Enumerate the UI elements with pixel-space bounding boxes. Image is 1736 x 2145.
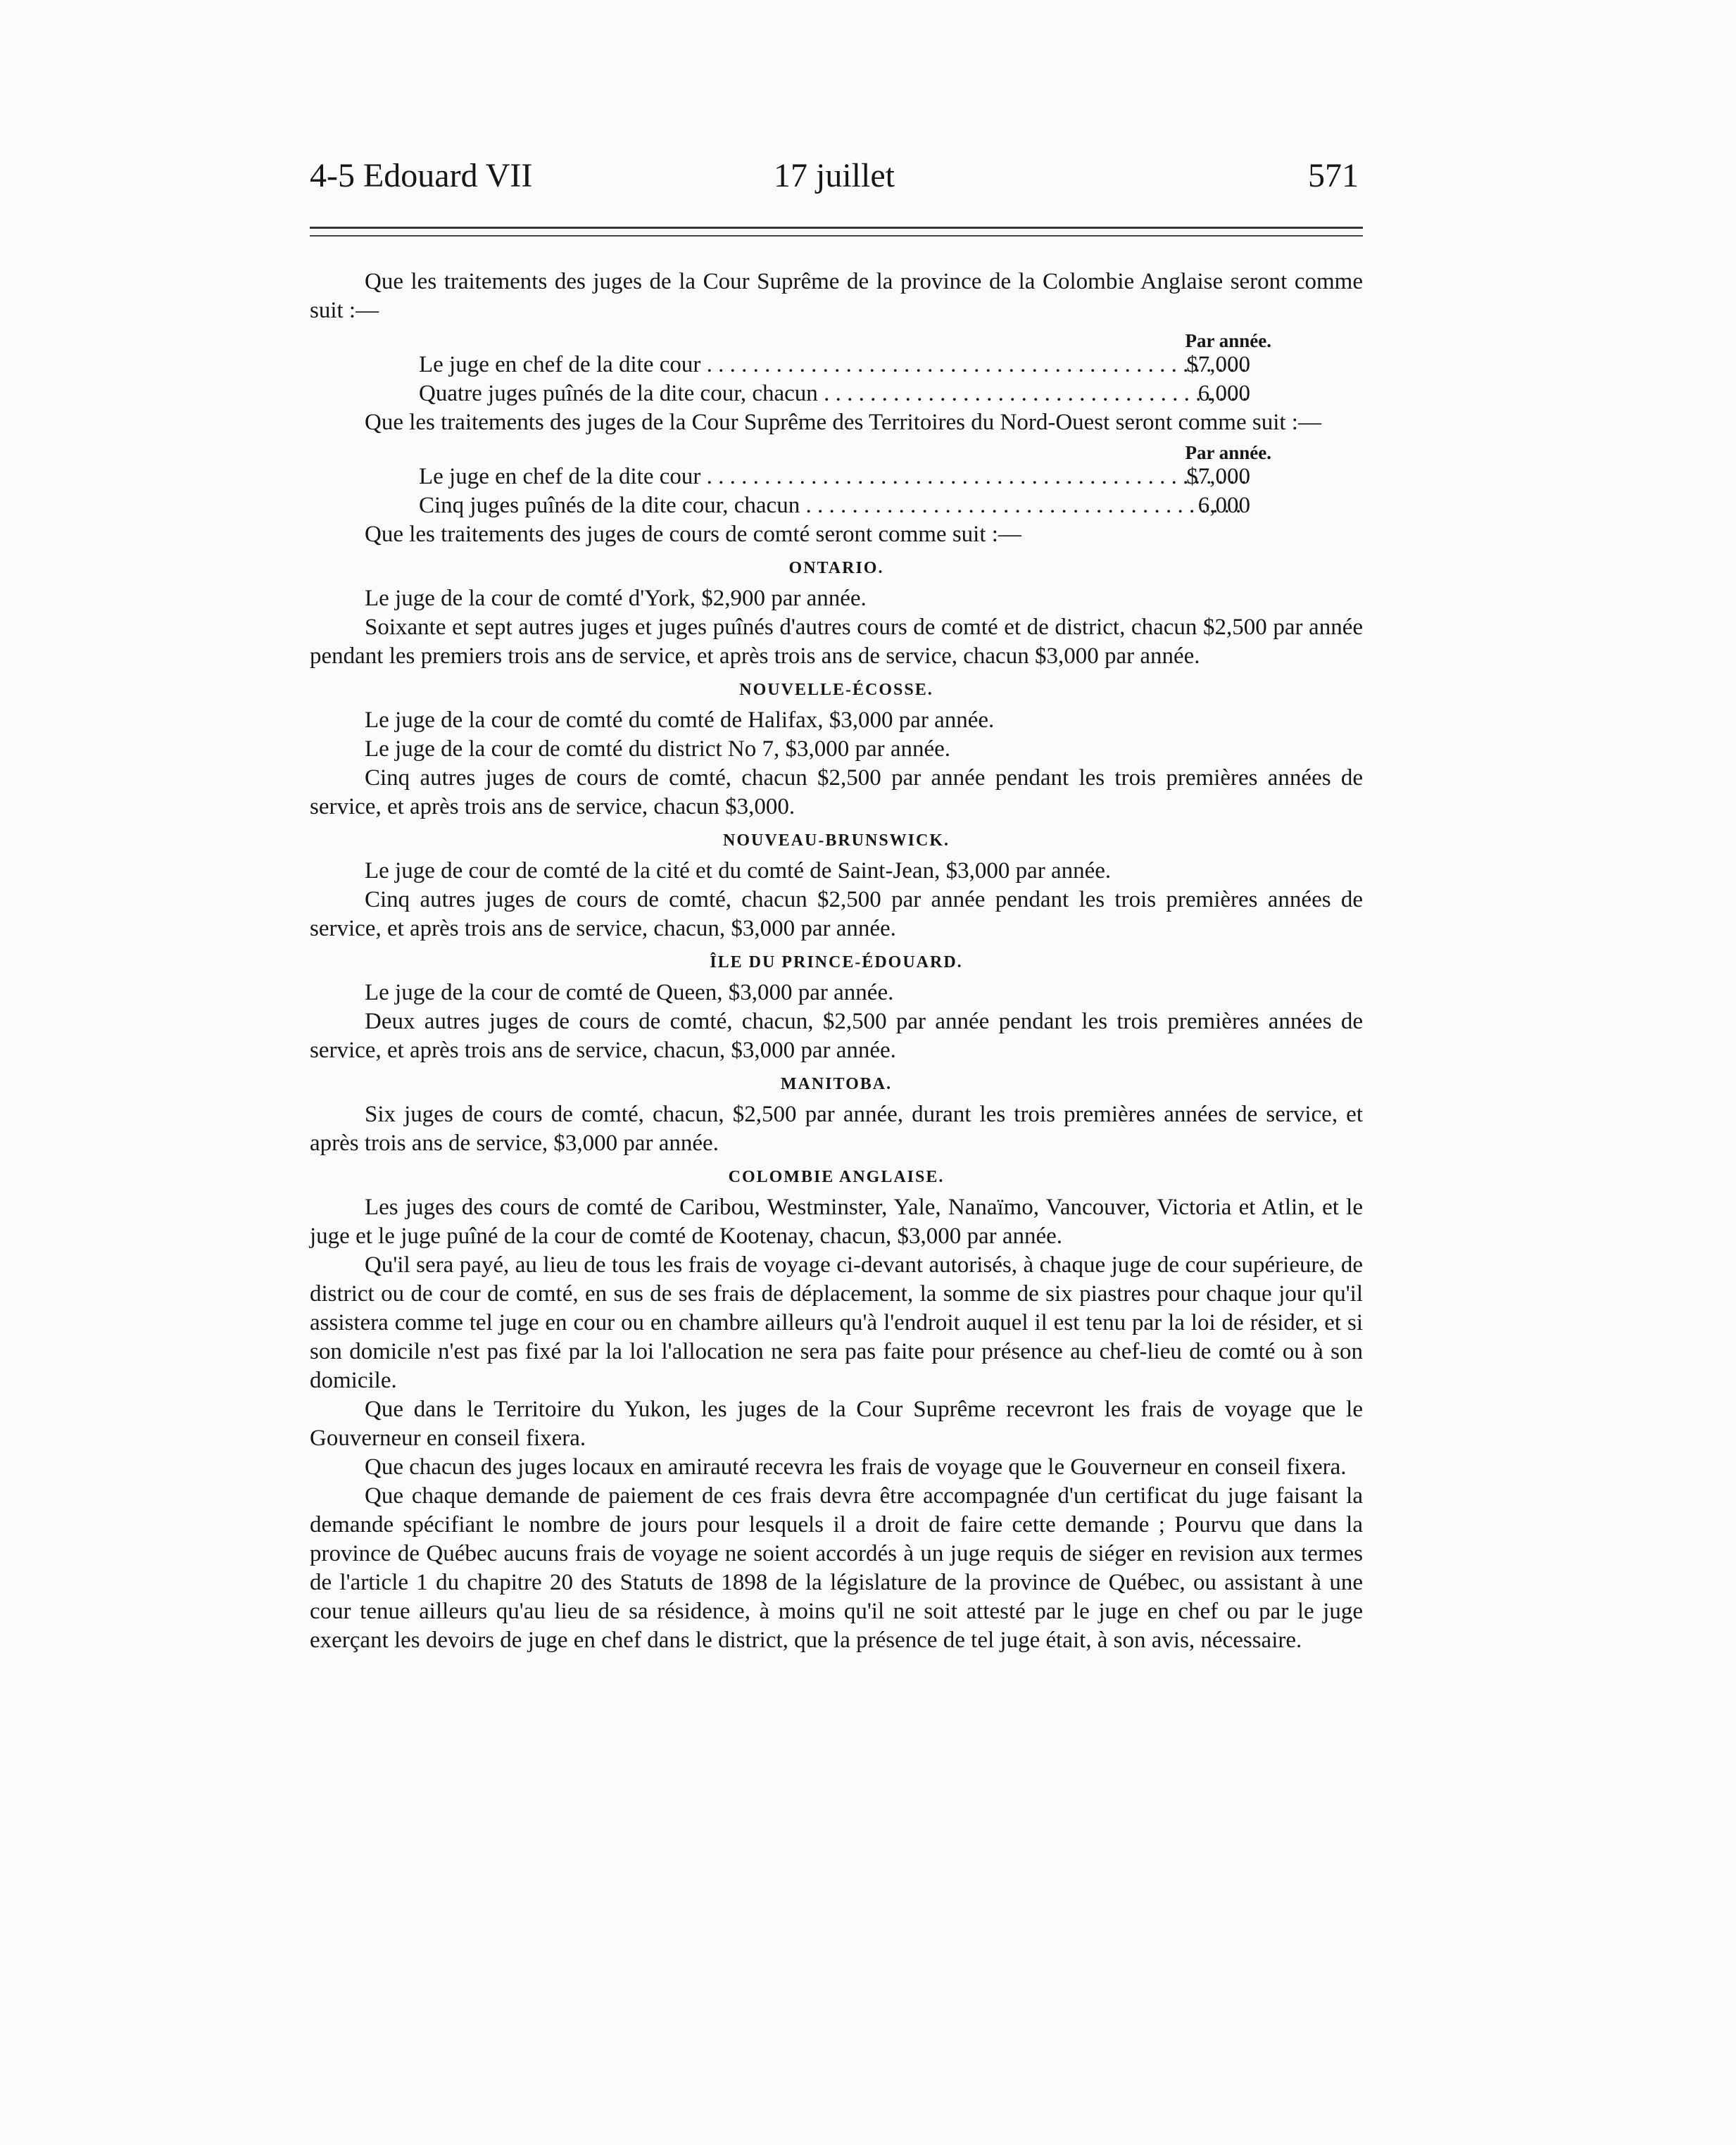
paragraph: Deux autres juges de cours de comté, chacun, $2,500 par année pendant les trois premières années de service, et après trois ans de service, chacun, $3,000 par année. [310,1009,1363,1063]
salary-column-header: Par année. [1185,330,1271,351]
paragraph: Le juge de la cour de comté du comté de Halifax, $3,000 par année. [365,707,995,733]
section-heading-colombie-anglaise: COLOMBIE ANGLAISE. [728,1168,945,1186]
session-label: 4-5 Edouard VII [310,157,533,194]
bc-supreme-salary-table [310,325,1363,408]
header-rule [310,227,1363,229]
salary-label: Cinq juges puînés de la dite cour, chacun . . . [419,491,1247,520]
salary-amount: $7,000 [1186,352,1250,377]
salary-label: Le juge en chef de la dite cour . . . [419,351,1247,379]
salary-label: Quatre juges puînés de la dite cour, chacun . . . [419,379,1247,408]
section-heading-manitoba: MANITOBA. [780,1075,893,1093]
salary-amount: $7,000 [1186,464,1250,489]
section-heading-nouveau-brunswick: NOUVEAU-BRUNSWICK. [722,831,950,850]
section-heading-ontario: ONTARIO. [788,559,884,577]
paragraph: Que dans le Territoire du Yukon, les juges de la Cour Suprême recevront les frais de voyage que le Gouverneur en conseil fixera. [310,1397,1363,1451]
header-rule-thin [310,235,1363,237]
page-body [310,268,1363,1655]
bc-supreme-intro: Que les traitements des juges de la Cour Suprême de la province de la Colombie Anglaise seront comme suit :— [310,269,1363,323]
county-courts-intro: Que les traitements des juges de cours de comté seront comme suit :— [365,522,1021,547]
nw-supreme-salary-table [310,437,1363,520]
salary-amount: 6,000 [1197,493,1250,518]
page-header [310,156,1359,206]
paragraph: Que chacun des juges locaux en amirauté recevra les frais de voyage que le Gouverneur en conseil fixera. [365,1454,1347,1480]
paragraph: Qu'il sera payé, au lieu de tous les frais de voyage ci-devant autorisés, à chaque juge de cour supérieure, de district ou de cour de comté, en sus de ses frais de déplacement, la somme de six piastres pour chaque jour qu'il assistera comme tel juge en cour ou en chambre ailleurs qu'à l'endroit auquel il est tenu par la loi de résider, et si son domicile n'est pas fixé par la loi l'allocation ne sera pas faite pour présence au chef-lieu de comté ou à son domicile. [310,1252,1363,1393]
section-heading-nouvelle-ecosse: NOUVELLE-ÉCOSSE. [739,681,933,699]
paragraph: Que chaque demande de paiement de ces frais devra être accompagnée d'un certificat du juge faisant la demande spécifiant le nombre de jours pour lesquels il a droit de faire cette demande ; Pourvu que dans la province de Québec aucuns frais de voyage ne soient accordés à un juge requis de siéger en revision aux termes de l'article 1 du chapitre 20 des Statuts de 1898 de la législature de la province de Québec, ou assistant à une cour tenue ailleurs qu'au lieu de sa résidence, à moins qu'il ne soit attesté par le juge en chef ou par le juge exerçant les devoirs de juge en chef dans le district, que la présence de tel juge était, à son avis, nécessaire. [310,1483,1363,1653]
paragraph: Cinq autres juges de cours de comté, chacun $2,500 par année pendant les trois premières années de service, et après trois ans de service, chacun, $3,000 par année. [310,887,1363,941]
paragraph: Les juges des cours de comté de Caribou, Westminster, Yale, Nanaïmo, Vancouver, Victoria et Atlin, et le juge et le juge puîné de la cour de comté de Kootenay, chacun, $3,000 par année. [310,1195,1363,1249]
nw-supreme-intro: Que les traitements des juges de la Cour Suprême des Territoires du Nord-Ouest seront comme suit :— [365,410,1321,435]
paragraph: Six juges de cours de comté, chacun, $2,500 par année, durant les trois premières années de service, et après trois ans de service, $3,000 par année. [310,1102,1363,1156]
salary-label: Le juge en chef de la dite cour . . . [419,463,1247,491]
salary-row [310,351,1363,379]
page-number: 571 [1308,157,1359,194]
salary-row [310,379,1363,408]
paragraph: Cinq autres juges de cours de comté, chacun $2,500 par année pendant les trois premières années de service, et après trois ans de service, chacun $3,000. [310,765,1363,819]
salary-amount: 6,000 [1197,381,1250,406]
section-heading-ile-prince-edouard: ÎLE DU PRINCE-ÉDOUARD. [710,953,963,971]
paragraph: Le juge de la cour de comté du district No 7, $3,000 par année. [365,736,951,762]
page-date: 17 juillet [774,157,895,194]
salary-column-header: Par année. [1185,442,1271,463]
paragraph: Le juge de la cour de comté de Queen, $3,000 par année. [365,980,894,1005]
paragraph: Soixante et sept autres juges et juges puînés d'autres cours de comté et de district, chacun $2,500 par année pendant les premiers trois ans de service, et après trois ans de service, chacun $3,000 par année. [310,615,1363,669]
paragraph: Le juge de la cour de comté d'York, $2,900 par année. [365,586,867,611]
salary-row [310,463,1363,491]
paragraph: Le juge de cour de comté de la cité et du comté de Saint-Jean, $3,000 par année. [365,858,1112,883]
salary-row [310,491,1363,520]
